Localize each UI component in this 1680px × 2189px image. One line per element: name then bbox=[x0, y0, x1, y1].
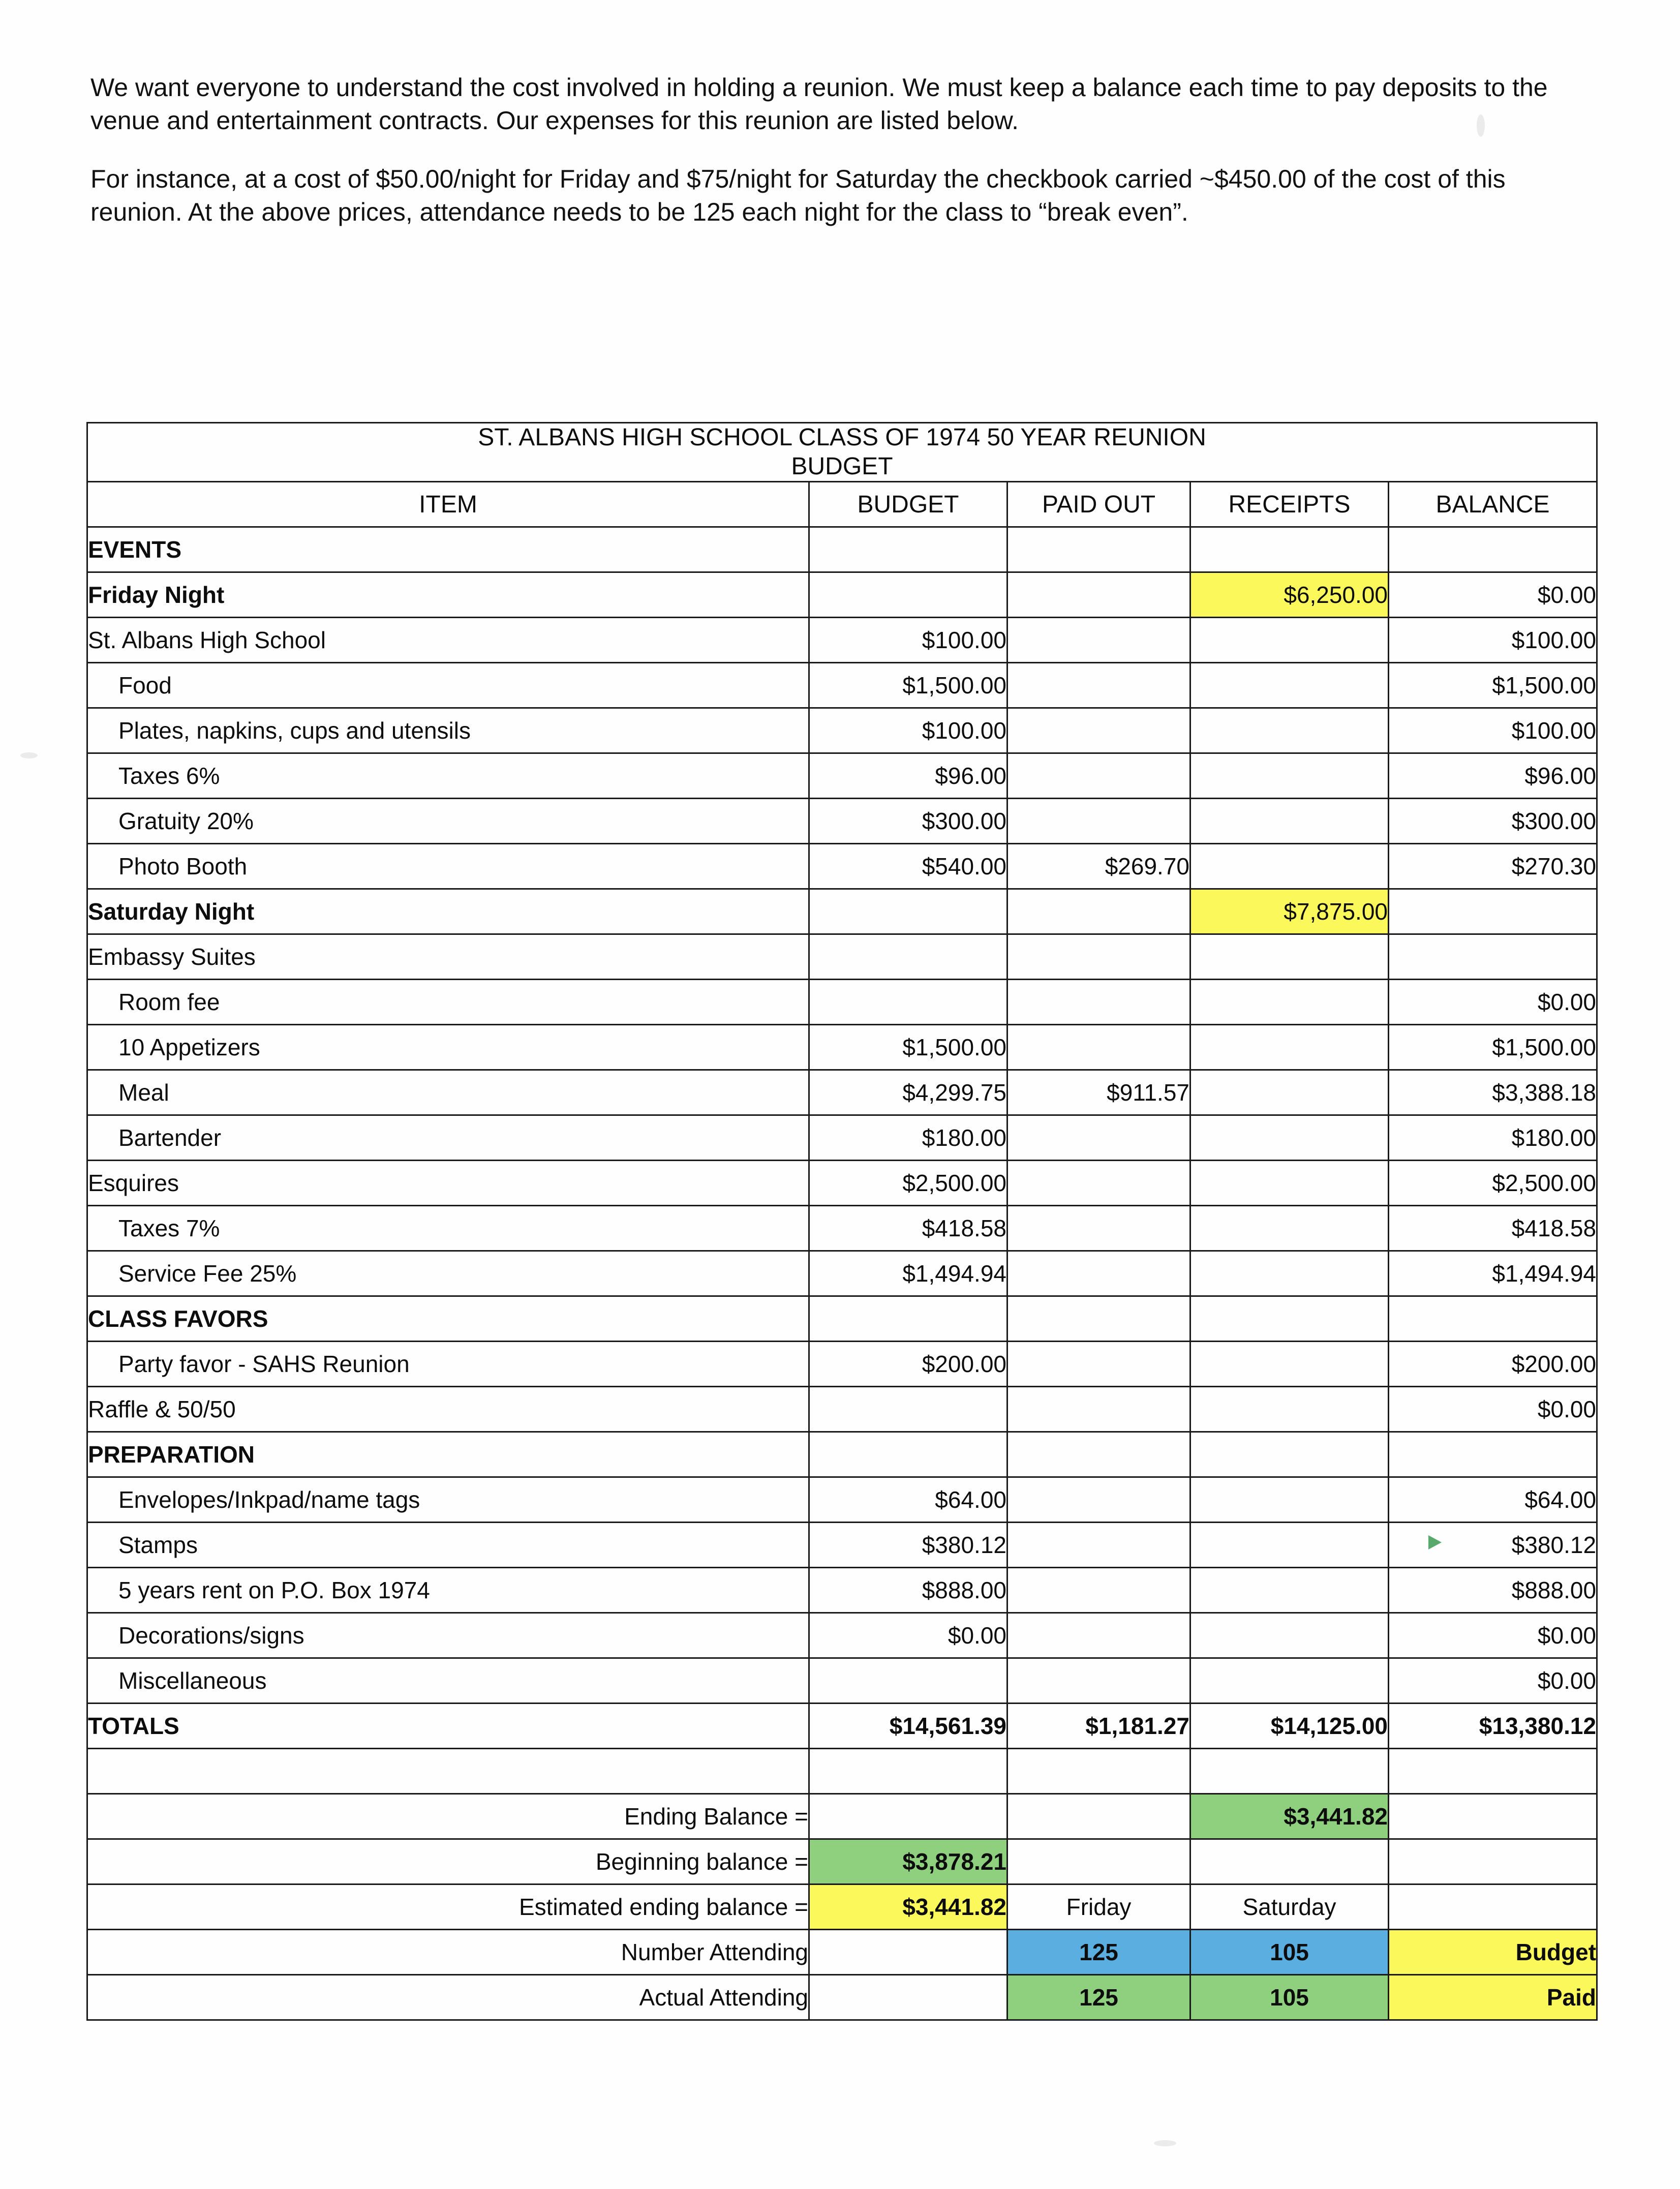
row-label: Taxes 7% bbox=[87, 1206, 809, 1251]
row-budget bbox=[809, 1387, 1007, 1432]
intro-paragraph-2: For instance, at a cost of $50.00/night for Friday and $75/night for Saturday the checkbook carried ~$450.00 of the cost of this reunion. At the above prices, attendance needs to be 125 each night for the class to “break even”. bbox=[90, 165, 1506, 226]
row-label: Friday Night bbox=[87, 572, 809, 618]
totals-receipts: $14,125.00 bbox=[1190, 1704, 1389, 1749]
estimated-ending-blank-balance bbox=[1389, 1884, 1597, 1930]
row-receipts bbox=[1190, 1070, 1389, 1115]
row-budget bbox=[809, 572, 1007, 618]
row-paid bbox=[1007, 708, 1190, 753]
row-budget bbox=[809, 1296, 1007, 1342]
row-paid bbox=[1007, 799, 1190, 844]
row-receipts bbox=[1190, 618, 1389, 663]
row-budget: $0.00 bbox=[809, 1613, 1007, 1658]
row-budget: $1,500.00 bbox=[809, 663, 1007, 708]
row-receipts bbox=[1190, 1296, 1389, 1342]
row-balance: $2,500.00 bbox=[1389, 1161, 1597, 1206]
row-balance: $380.12 bbox=[1389, 1523, 1597, 1568]
column-header-balance: BALANCE bbox=[1389, 482, 1597, 527]
row-budget: $200.00 bbox=[809, 1342, 1007, 1387]
beginning-balance-row bbox=[87, 1839, 1597, 1884]
table-row bbox=[87, 1523, 1597, 1568]
ending-balance-blank-paid bbox=[1007, 1794, 1190, 1839]
row-budget bbox=[809, 889, 1007, 934]
row-budget: $100.00 bbox=[809, 708, 1007, 753]
spacer-cell bbox=[87, 1749, 809, 1794]
scan-artifact bbox=[1154, 2140, 1176, 2146]
row-balance: $0.00 bbox=[1389, 1658, 1597, 1704]
row-receipts bbox=[1190, 1477, 1389, 1523]
beginning-balance-label: Beginning balance = bbox=[87, 1839, 809, 1884]
number-attending-saturday: 105 bbox=[1190, 1930, 1389, 1975]
table-row bbox=[87, 1387, 1597, 1432]
friday-column-header: Friday bbox=[1007, 1884, 1190, 1930]
spacer-cell bbox=[1190, 1749, 1389, 1794]
row-paid bbox=[1007, 1568, 1190, 1613]
row-balance: $100.00 bbox=[1389, 708, 1597, 753]
beginning-balance-value: $3,878.21 bbox=[809, 1839, 1007, 1884]
row-paid: $911.57 bbox=[1007, 1070, 1190, 1115]
estimated-ending-value: $3,441.82 bbox=[809, 1884, 1007, 1930]
row-budget: $4,299.75 bbox=[809, 1070, 1007, 1115]
row-label: Taxes 6% bbox=[87, 753, 809, 799]
row-receipts: $7,875.00 bbox=[1190, 889, 1389, 934]
row-receipts bbox=[1190, 1342, 1389, 1387]
actual-attending-tag: Paid bbox=[1389, 1975, 1597, 2020]
table-row bbox=[87, 934, 1597, 980]
table-row bbox=[87, 708, 1597, 753]
row-balance: $3,388.18 bbox=[1389, 1070, 1597, 1115]
row-budget: $2,500.00 bbox=[809, 1161, 1007, 1206]
row-balance bbox=[1389, 527, 1597, 572]
row-budget: $380.12 bbox=[809, 1523, 1007, 1568]
table-row bbox=[87, 1206, 1597, 1251]
actual-attending-friday: 125 bbox=[1007, 1975, 1190, 2020]
row-paid bbox=[1007, 1251, 1190, 1296]
green-arrow-marker bbox=[1428, 1535, 1442, 1549]
table-row bbox=[87, 980, 1597, 1025]
row-budget: $1,494.94 bbox=[809, 1251, 1007, 1296]
row-balance: $200.00 bbox=[1389, 1342, 1597, 1387]
table-row bbox=[87, 663, 1597, 708]
row-label: Meal bbox=[87, 1070, 809, 1115]
totals-budget: $14,561.39 bbox=[809, 1704, 1007, 1749]
estimated-ending-label: Estimated ending balance = bbox=[87, 1884, 809, 1930]
row-label: Saturday Night bbox=[87, 889, 809, 934]
row-balance bbox=[1389, 934, 1597, 980]
row-label: Gratuity 20% bbox=[87, 799, 809, 844]
estimated-ending-row bbox=[87, 1884, 1597, 1930]
table-row bbox=[87, 572, 1597, 618]
row-paid bbox=[1007, 618, 1190, 663]
table-header-row bbox=[87, 482, 1597, 527]
spacer-row bbox=[87, 1749, 1597, 1794]
column-header-receipts: RECEIPTS bbox=[1190, 482, 1389, 527]
row-budget bbox=[809, 934, 1007, 980]
row-paid bbox=[1007, 934, 1190, 980]
totals-balance: $13,380.12 bbox=[1389, 1704, 1597, 1749]
row-balance: $64.00 bbox=[1389, 1477, 1597, 1523]
ending-balance-blank-balance bbox=[1389, 1794, 1597, 1839]
table-title-row bbox=[87, 423, 1597, 482]
table-row bbox=[87, 1025, 1597, 1070]
beginning-balance-blank-paid bbox=[1007, 1839, 1190, 1884]
row-receipts bbox=[1190, 708, 1389, 753]
row-receipts bbox=[1190, 1613, 1389, 1658]
row-label: Room fee bbox=[87, 980, 809, 1025]
row-paid bbox=[1007, 1658, 1190, 1704]
table-row bbox=[87, 1432, 1597, 1477]
row-label: Plates, napkins, cups and utensils bbox=[87, 708, 809, 753]
row-label: Miscellaneous bbox=[87, 1658, 809, 1704]
row-paid bbox=[1007, 889, 1190, 934]
row-paid bbox=[1007, 1613, 1190, 1658]
row-paid bbox=[1007, 1161, 1190, 1206]
row-budget: $540.00 bbox=[809, 844, 1007, 889]
column-header-item: ITEM bbox=[87, 482, 809, 527]
table-row bbox=[87, 799, 1597, 844]
actual-attending-saturday: 105 bbox=[1190, 1975, 1389, 2020]
row-receipts bbox=[1190, 934, 1389, 980]
row-paid bbox=[1007, 1342, 1190, 1387]
row-budget: $96.00 bbox=[809, 753, 1007, 799]
row-balance: $100.00 bbox=[1389, 618, 1597, 663]
row-receipts: $6,250.00 bbox=[1190, 572, 1389, 618]
row-budget bbox=[809, 1658, 1007, 1704]
totals-paid: $1,181.27 bbox=[1007, 1704, 1190, 1749]
budget-table-container bbox=[86, 422, 1596, 2021]
row-paid bbox=[1007, 980, 1190, 1025]
table-row bbox=[87, 1296, 1597, 1342]
row-balance bbox=[1389, 889, 1597, 934]
table-row bbox=[87, 889, 1597, 934]
actual-attending-blank-budget bbox=[809, 1975, 1007, 2020]
number-attending-row bbox=[87, 1930, 1597, 1975]
row-paid bbox=[1007, 663, 1190, 708]
beginning-balance-blank-balance bbox=[1389, 1839, 1597, 1884]
row-receipts bbox=[1190, 1387, 1389, 1432]
row-receipts bbox=[1190, 1658, 1389, 1704]
row-paid bbox=[1007, 1025, 1190, 1070]
table-row bbox=[87, 1161, 1597, 1206]
row-paid bbox=[1007, 572, 1190, 618]
row-label: Food bbox=[87, 663, 809, 708]
row-receipts bbox=[1190, 1025, 1389, 1070]
totals-row bbox=[87, 1704, 1597, 1749]
number-attending-tag: Budget bbox=[1389, 1930, 1597, 1975]
row-balance: $270.30 bbox=[1389, 844, 1597, 889]
ending-balance-label: Ending Balance = bbox=[87, 1794, 809, 1839]
row-balance: $1,500.00 bbox=[1389, 1025, 1597, 1070]
table-title-cell bbox=[87, 423, 1597, 482]
row-paid bbox=[1007, 1206, 1190, 1251]
row-paid bbox=[1007, 1115, 1190, 1161]
row-budget: $300.00 bbox=[809, 799, 1007, 844]
row-paid bbox=[1007, 1523, 1190, 1568]
row-label: Party favor - SAHS Reunion bbox=[87, 1342, 809, 1387]
row-paid bbox=[1007, 527, 1190, 572]
row-balance: $0.00 bbox=[1389, 572, 1597, 618]
row-paid bbox=[1007, 1387, 1190, 1432]
row-balance: $0.00 bbox=[1389, 980, 1597, 1025]
row-budget: $418.58 bbox=[809, 1206, 1007, 1251]
row-label: 5 years rent on P.O. Box 1974 bbox=[87, 1568, 809, 1613]
table-row bbox=[87, 1251, 1597, 1296]
row-balance: $888.00 bbox=[1389, 1568, 1597, 1613]
actual-attending-label: Actual Attending bbox=[87, 1975, 809, 2020]
row-label: Photo Booth bbox=[87, 844, 809, 889]
row-label: Service Fee 25% bbox=[87, 1251, 809, 1296]
row-receipts bbox=[1190, 663, 1389, 708]
row-label: Embassy Suites bbox=[87, 934, 809, 980]
row-budget bbox=[809, 527, 1007, 572]
row-label: Stamps bbox=[87, 1523, 809, 1568]
table-row bbox=[87, 1658, 1597, 1704]
row-budget: $180.00 bbox=[809, 1115, 1007, 1161]
row-label: Raffle & 50/50 bbox=[87, 1387, 809, 1432]
row-budget: $100.00 bbox=[809, 618, 1007, 663]
row-receipts bbox=[1190, 1251, 1389, 1296]
number-attending-blank-budget bbox=[809, 1930, 1007, 1975]
row-receipts bbox=[1190, 1206, 1389, 1251]
table-row bbox=[87, 1613, 1597, 1658]
row-label: Decorations/signs bbox=[87, 1613, 809, 1658]
ending-balance-blank-budget bbox=[809, 1794, 1007, 1839]
row-balance: $180.00 bbox=[1389, 1115, 1597, 1161]
row-receipts bbox=[1190, 1523, 1389, 1568]
row-balance bbox=[1389, 1296, 1597, 1342]
row-receipts bbox=[1190, 1161, 1389, 1206]
table-row bbox=[87, 1477, 1597, 1523]
number-attending-label: Number Attending bbox=[87, 1930, 809, 1975]
row-paid: $269.70 bbox=[1007, 844, 1190, 889]
row-label: Esquires bbox=[87, 1161, 809, 1206]
totals-label: TOTALS bbox=[87, 1704, 809, 1749]
row-paid bbox=[1007, 753, 1190, 799]
row-balance: $1,494.94 bbox=[1389, 1251, 1597, 1296]
row-receipts bbox=[1190, 980, 1389, 1025]
row-label: 10 Appetizers bbox=[87, 1025, 809, 1070]
table-row bbox=[87, 527, 1597, 572]
row-balance: $96.00 bbox=[1389, 753, 1597, 799]
spacer-cell bbox=[1389, 1749, 1597, 1794]
column-header-paid-out: PAID OUT bbox=[1007, 482, 1190, 527]
row-receipts bbox=[1190, 799, 1389, 844]
number-attending-friday: 125 bbox=[1007, 1930, 1190, 1975]
row-receipts bbox=[1190, 753, 1389, 799]
row-paid bbox=[1007, 1477, 1190, 1523]
table-row bbox=[87, 1568, 1597, 1613]
row-receipts bbox=[1190, 1568, 1389, 1613]
row-label: Bartender bbox=[87, 1115, 809, 1161]
row-balance bbox=[1389, 1432, 1597, 1477]
row-budget: $64.00 bbox=[809, 1477, 1007, 1523]
beginning-balance-blank-receipts bbox=[1190, 1839, 1389, 1884]
ending-balance-value: $3,441.82 bbox=[1190, 1794, 1389, 1839]
row-label: CLASS FAVORS bbox=[87, 1296, 809, 1342]
table-row bbox=[87, 618, 1597, 663]
table-row bbox=[87, 1070, 1597, 1115]
row-budget: $888.00 bbox=[809, 1568, 1007, 1613]
row-budget: $1,500.00 bbox=[809, 1025, 1007, 1070]
spacer-cell bbox=[809, 1749, 1007, 1794]
row-receipts bbox=[1190, 1432, 1389, 1477]
row-paid bbox=[1007, 1432, 1190, 1477]
intro-paragraph-1: We want everyone to understand the cost involved in holding a reunion. We must keep a balance each time to pay deposits to the venue and entertainment contracts. Our expenses for this reunion are listed below. bbox=[90, 73, 1548, 135]
row-label: EVENTS bbox=[87, 527, 809, 572]
row-balance: $418.58 bbox=[1389, 1206, 1597, 1251]
row-paid bbox=[1007, 1296, 1190, 1342]
scan-artifact bbox=[20, 752, 38, 758]
ending-balance-row bbox=[87, 1794, 1597, 1839]
row-receipts bbox=[1190, 527, 1389, 572]
table-title-line2: BUDGET bbox=[791, 452, 893, 480]
row-receipts bbox=[1190, 1115, 1389, 1161]
table-title-line1: ST. ALBANS HIGH SCHOOL CLASS OF 1974 50 YEAR REUNION bbox=[478, 424, 1206, 451]
row-balance: $300.00 bbox=[1389, 799, 1597, 844]
table-row bbox=[87, 844, 1597, 889]
intro-text bbox=[90, 71, 1595, 254]
actual-attending-row bbox=[87, 1975, 1597, 2020]
row-label: Envelopes/Inkpad/name tags bbox=[87, 1477, 809, 1523]
spacer-cell bbox=[1007, 1749, 1190, 1794]
saturday-column-header: Saturday bbox=[1190, 1884, 1389, 1930]
row-balance: $0.00 bbox=[1389, 1613, 1597, 1658]
row-budget bbox=[809, 980, 1007, 1025]
column-header-budget: BUDGET bbox=[809, 482, 1007, 527]
row-receipts bbox=[1190, 844, 1389, 889]
row-label: St. Albans High School bbox=[87, 618, 809, 663]
row-balance: $0.00 bbox=[1389, 1387, 1597, 1432]
row-balance: $1,500.00 bbox=[1389, 663, 1597, 708]
row-budget bbox=[809, 1432, 1007, 1477]
budget-table bbox=[86, 422, 1598, 2021]
table-row bbox=[87, 1342, 1597, 1387]
table-row bbox=[87, 753, 1597, 799]
row-label: PREPARATION bbox=[87, 1432, 809, 1477]
table-row bbox=[87, 1115, 1597, 1161]
